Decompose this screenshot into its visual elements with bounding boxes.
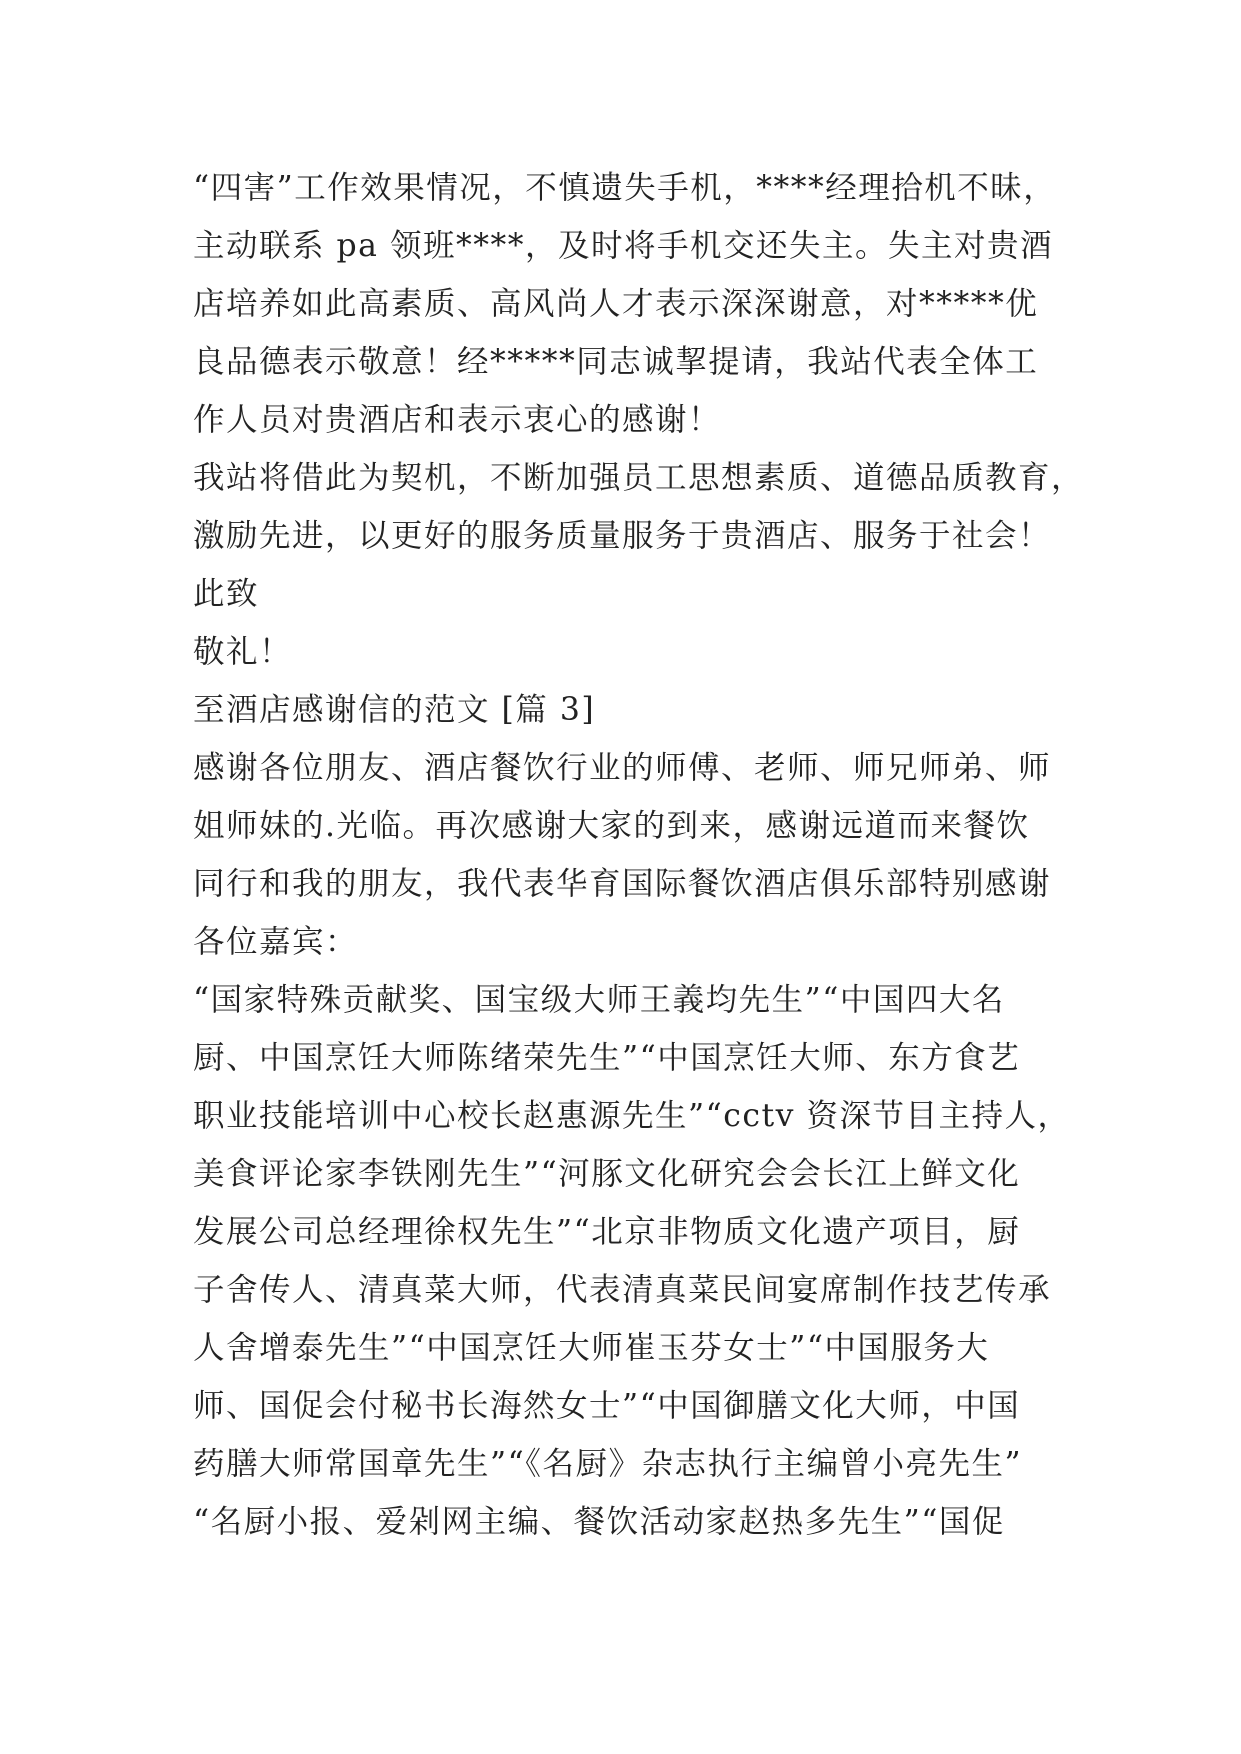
text-line: 子舍传人、清真菜大师，代表清真菜民间宴席制作技艺传承 (193, 1272, 1052, 1308)
text-line: 店培养如此高素质、高风尚人才表示深深谢意，对*****优 (193, 286, 1039, 322)
closing-line: 此致 (193, 576, 260, 612)
text-line: 姐师妹的.光临。再次感谢大家的到来，感谢远道而来餐饮 (193, 808, 1030, 844)
text-line: “名厨小报、爱剁网主编、餐饮活动家赵热多先生”“国促 (193, 1504, 1005, 1540)
text-line: 人舍增泰先生”“中国烹饪大师崔玉芬女士”“中国服务大 (193, 1330, 990, 1366)
text-line: 良品德表示敬意！经*****同志诚挈提请，我站代表全体工 (193, 344, 1039, 380)
text-line: 感谢各位朋友、酒店餐饮行业的师傅、老师、师兄师弟、师 (193, 750, 1052, 786)
text-line: 发展公司总经理徐权先生”“北京非物质文化遗产项目，厨 (193, 1214, 1021, 1250)
document-body (193, 159, 1085, 1551)
text-line: 师、国促会付秘书长海然女士”“中国御膳文化大师，中国 (193, 1388, 1021, 1424)
text-line: 美食评论家李铁刚先生”“河豚文化研究会会长江上鲜文化 (193, 1156, 1021, 1192)
closing-line: 敬礼！ (193, 634, 293, 670)
text-line: 职业技能培训中心校长赵惠源先生”“cctv 资深节目主持人， (193, 1098, 1071, 1134)
text-line: 主动联系 pa 领班****，及时将手机交还失主。失主对贵酒 (193, 228, 1053, 264)
section-heading: 至酒店感谢信的范文 [篇 3] (193, 692, 596, 728)
text-line: 厨、中国烹饪大师陈绪荣先生”“中国烹饪大师、东方食艺 (193, 1040, 1021, 1076)
text-line: “国家特殊贡献奖、国宝级大师王義均先生”“中国四大名 (193, 982, 1005, 1018)
text-line: 激励先进，以更好的服务质量服务于贵酒店、服务于社会！ (193, 518, 1052, 554)
text-line: “四害”工作效果情况，不慎遗失手机，****经理拾机不昧， (193, 170, 1057, 206)
text-line: 药膳大师常国章先生”“《名厨》杂志执行主编曾小亮先生” (193, 1446, 1023, 1482)
text-line: 各位嘉宾： (193, 924, 359, 960)
text-line: 同行和我的朋友，我代表华育国际餐饮酒店俱乐部特别感谢 (193, 866, 1052, 902)
text-line: 作人员对贵酒店和表示衷心的感谢！ (193, 402, 722, 438)
text-line: 我站将借此为契机，不断加强员工思想素质、道德品质教育， (193, 460, 1085, 496)
